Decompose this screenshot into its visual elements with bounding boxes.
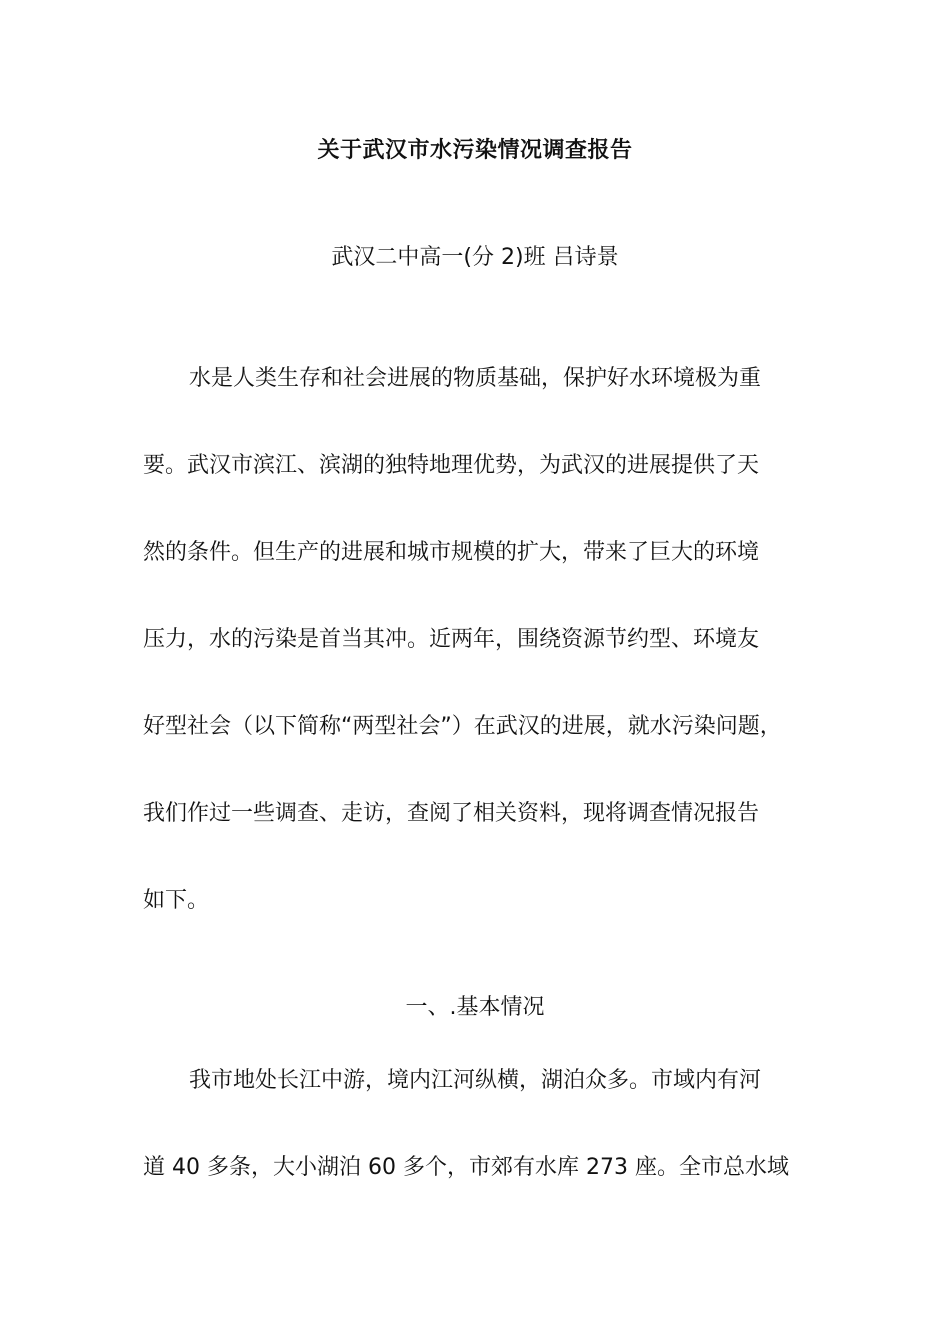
intro-paragraph-line: 压力，水的污染是首当其冲。近两年，围绕资源节约型、环境友: [143, 627, 760, 652]
intro-paragraph-line: 要。武汉市滨江、滨湖的独特地理优势，为武汉的进展提供了天: [143, 453, 760, 478]
intro-paragraph-line: 水是人类生存和社会进展的物质基础，保护好水环境极为重: [189, 366, 762, 391]
section-paragraph-line: 我市地处长江中游，境内江河纵横，湖泊众多。市域内有河: [189, 1068, 762, 1093]
author-line: 武汉二中高一(分 2)班 吕诗景: [331, 245, 619, 270]
intro-paragraph-line: 然的条件。但生产的进展和城市规模的扩大，带来了巨大的环境: [143, 540, 760, 565]
intro-paragraph-line: 好型社会（以下简称“两型社会”）在武汉的进展，就水污染问题，: [143, 714, 782, 739]
section-paragraph-line: 道 40 多条，大小湖泊 60 多个，市郊有水库 273 座。全市总水域: [143, 1155, 789, 1180]
document-title: 关于武汉市水污染情况调查报告: [317, 138, 633, 163]
section-heading: 一、.基本情况: [405, 995, 545, 1020]
intro-paragraph-line: 我们作过一些调查、走访，查阅了相关资料，现将调查情况报告: [143, 801, 760, 826]
intro-paragraph-line: 如下。: [143, 888, 210, 913]
